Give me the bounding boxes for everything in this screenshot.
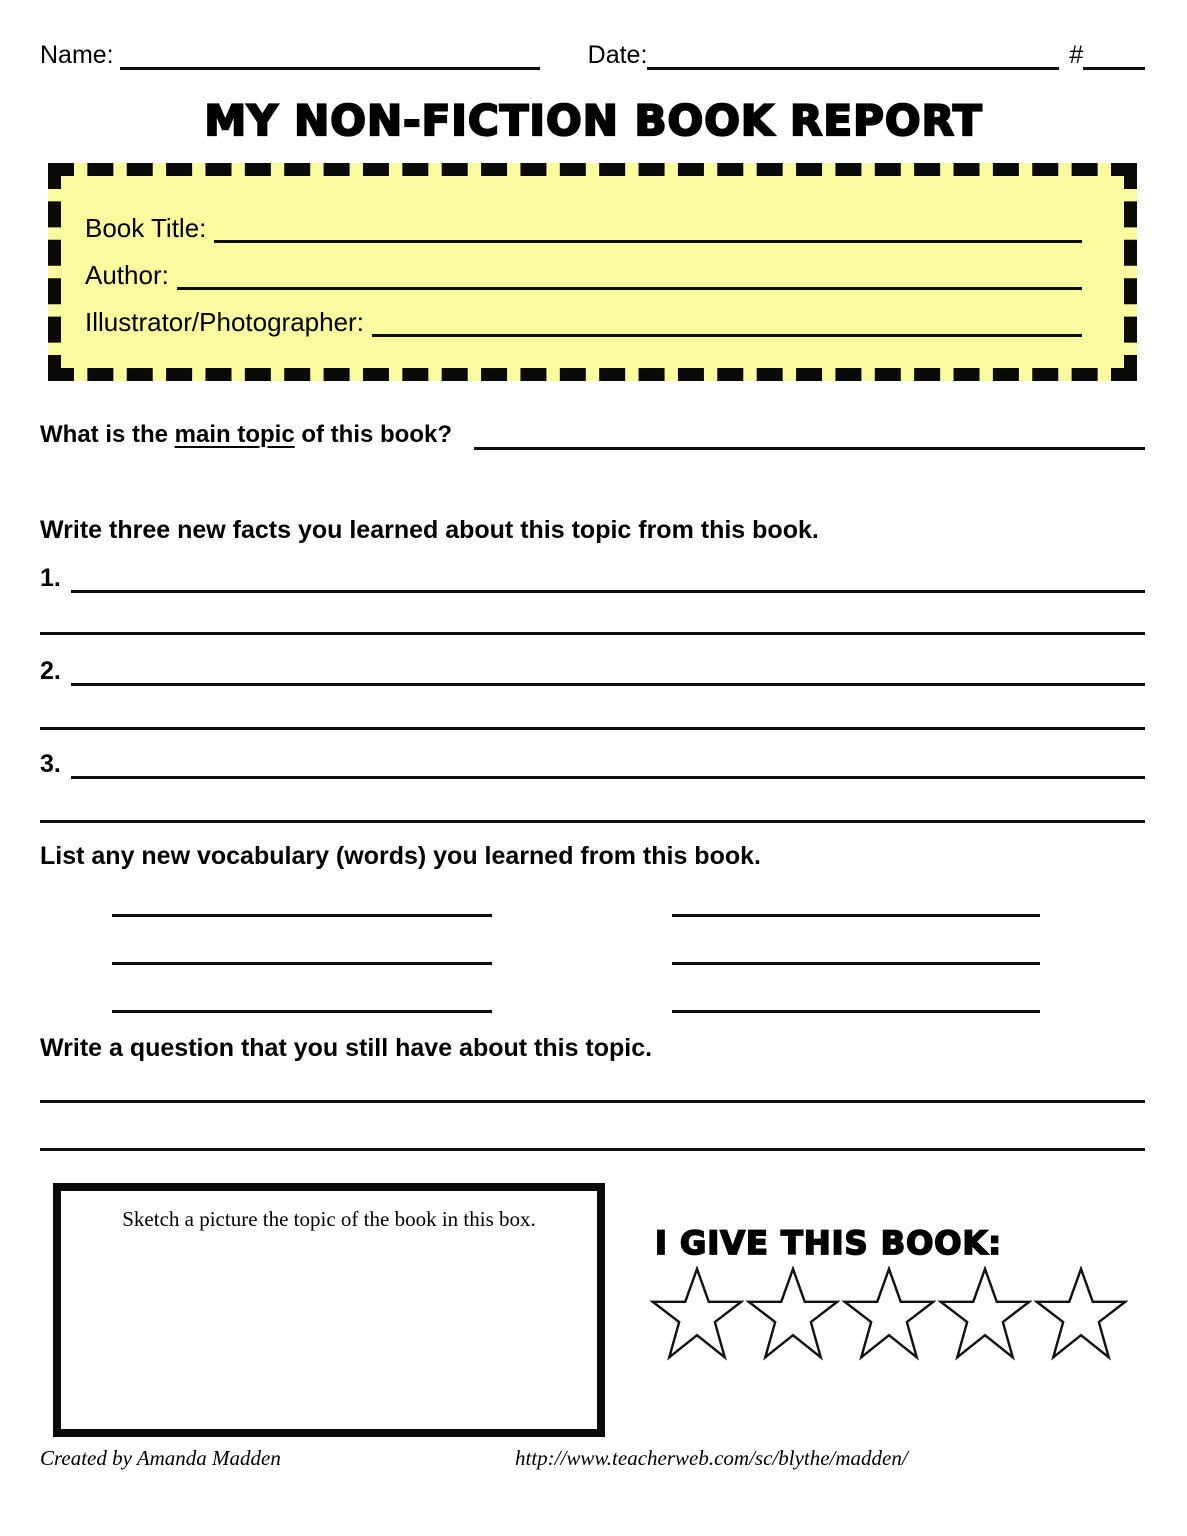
fact-3-row: [40, 747, 1145, 779]
date-blank-line: [647, 40, 1059, 70]
question-prompt: Write a question that you still have about this topic.: [40, 1034, 653, 1062]
fact-1-number: 1.: [40, 564, 61, 592]
star-icon: [938, 1266, 1032, 1364]
fact-3-blank-line: [71, 749, 1145, 779]
fact-2-continuation-line: [40, 727, 1145, 730]
vocabulary-prompt: List any new vocabulary (words) you learned from this book.: [40, 842, 761, 870]
fact-1-row: [40, 561, 1145, 593]
vocab-blank-line-left-1: [112, 914, 492, 917]
star-icon: [842, 1266, 936, 1364]
book-title-row: [85, 196, 1082, 243]
book-title-label: Book Title:: [85, 213, 207, 243]
main-topic-row: [40, 420, 1145, 450]
sketch-box: [53, 1183, 605, 1437]
vocab-blank-line-right-2: [672, 962, 1040, 965]
vocab-blank-line-left-2: [112, 962, 492, 965]
fact-2-row: [40, 654, 1145, 686]
main-topic-underlined-words: main topic: [174, 421, 295, 448]
star-icon: [650, 1266, 744, 1364]
header: [40, 40, 1147, 70]
author-label: Author:: [85, 260, 169, 290]
fact-2-number: 2.: [40, 657, 61, 685]
rating-stars: [650, 1266, 1128, 1364]
sketch-caption: Sketch a picture the topic of the book in this box.: [122, 1207, 536, 1231]
question-blank-line-1: [40, 1100, 1145, 1103]
book-info-box: [48, 163, 1137, 381]
name-label: Name:: [40, 41, 114, 69]
fact-1-continuation-line: [40, 632, 1145, 635]
star-icon: [1034, 1266, 1128, 1364]
main-topic-prompt: What is the main topic of this book?: [40, 421, 452, 448]
number-label: #: [1069, 41, 1084, 69]
footer-url: http://www.teacherweb.com/sc/blythe/madden/: [515, 1446, 908, 1470]
author-row: [85, 243, 1082, 290]
question-blank-line-2: [40, 1148, 1145, 1151]
fact-3-continuation-line: [40, 820, 1145, 823]
main-topic-blank-line: [474, 420, 1145, 450]
book-title-blank-line: [214, 213, 1082, 243]
footer-credit: Created by Amanda Madden: [40, 1446, 281, 1470]
illustrator-blank-line: [372, 307, 1082, 337]
rating-label: I GIVE THIS BOOK:: [655, 1224, 1003, 1262]
author-blank-line: [177, 260, 1082, 290]
vocab-blank-line-right-3: [672, 1010, 1040, 1013]
fact-1-blank-line: [71, 563, 1145, 593]
name-blank-line: [120, 40, 540, 70]
vocab-blank-line-left-3: [112, 1010, 492, 1013]
illustrator-row: [85, 290, 1082, 337]
illustrator-label: Illustrator/Photographer:: [85, 307, 364, 337]
facts-prompt: Write three new facts you learned about this topic from this book.: [40, 516, 819, 544]
vocab-blank-line-right-1: [672, 914, 1040, 917]
number-blank-line: [1083, 40, 1145, 70]
date-label: Date:: [587, 41, 648, 69]
star-icon: [746, 1266, 840, 1364]
fact-3-number: 3.: [40, 750, 61, 778]
fact-2-blank-line: [71, 656, 1145, 686]
page-title: MY NON-FICTION BOOK REPORT: [204, 96, 983, 145]
